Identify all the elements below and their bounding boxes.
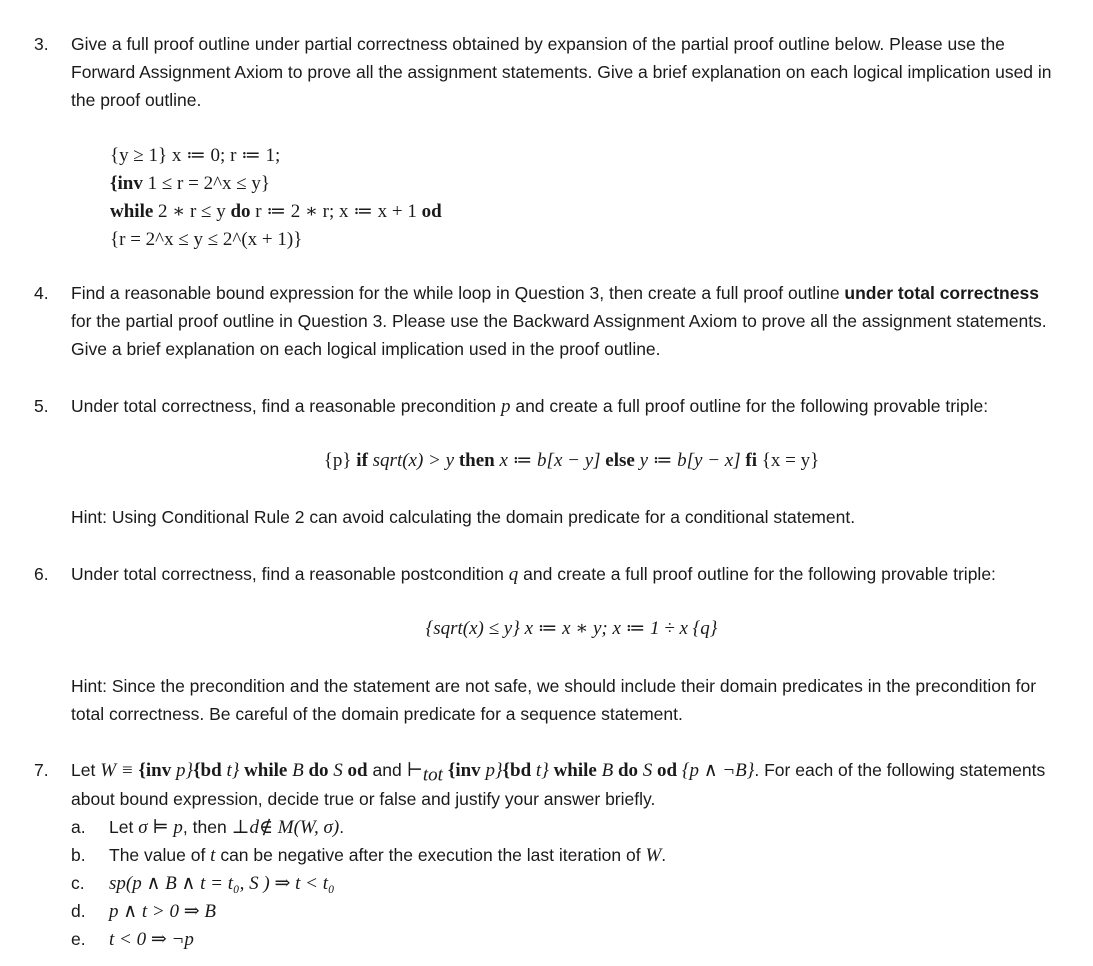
question-text: Under total correctness, find a reasonable postcondition q and create a full proof outline for the following provable triple: [71,564,996,585]
question-text: Under total correctness, find a reasonable precondition p and create a full proof outline for the following provable triple: [71,396,989,417]
question-number: 3. [34,34,49,54]
triple-q6: {sqrt(x) ≤ y} x ≔ x ∗ y; x ≔ 1 ÷ x {q} [425,618,718,639]
question-3 [34,30,1053,114]
list-item: c. sp(p ∧ B ∧ t = t₀, S ) ⇒ t < t₀ [71,873,335,894]
list-item: d. p ∧ t > 0 ⇒ B [71,901,217,922]
question-4 [34,279,1053,363]
question-number: 4. [34,283,49,303]
list-item: b. The value of t can be negative after the execution the last iteration of W. [71,845,667,866]
proof-outline-code [110,142,442,254]
question-7 [34,756,1053,813]
triple-q5: {p} if sqrt(x) > y then x ≔ b[x − y] else y ≔ b[y − x] fi {x = y} [323,450,820,471]
code-line-1: {y ≥ 1} x ≔ 0; r ≔ 1; [110,145,281,166]
question-number: 6. [34,564,49,584]
hint-q5: Hint: Using Conditional Rule 2 can avoid calculating the domain predicate for a conditional statement. [71,507,856,527]
list-item: e. t < 0 ⇒ ¬p [71,929,194,950]
hint-q6: Hint: Since the precondition and the statement are not safe, we should include their domain predicates in the precondition for total correctness. Be careful of the domain predicate for a sequence statement. [71,676,1037,724]
question-5 [34,392,1053,421]
statement-list [71,813,666,953]
question-text: Let W ≡ {inv p}{bd t} while B do S od and $⊢_{tot}$ {inv p}{bd t} while B do S od {p ∧ ¬B}. For each of the following statements about bound expression, decide true or false and justify your answer briefly. [71,760,1046,809]
question-text: Give a full proof outline under partial correctness obtained by expansion of the partial proof outline below. Please use the Forward Assignment Axiom to prove all the assignment statements. Give a brief explanation on each logical implication used in the proof outline. [71,34,1052,110]
list-item: a. Let σ ⊨ p, then ⊥d∉ M(W, σ). [71,817,345,838]
question-6 [34,560,1053,589]
question-text: Find a reasonable bound expression for the while loop in Question 3, then create a full proof outline under total correctness for the partial proof outline in Question 3. Please use the Backward Assignment Axiom to prove all the assignment statements. Give a brief explanation on each logical implication used in the proof outline. [71,283,1047,359]
question-number: 7. [34,760,49,780]
code-line-2: {inv 1 ≤ r = 2^x ≤ y} [110,173,271,194]
code-line-4: {r = 2^x ≤ y ≤ 2^(x + 1)} [110,229,303,250]
question-number: 5. [34,396,49,416]
code-line-3: while 2 ∗ r ≤ y do r ≔ 2 ∗ r; x ≔ x + 1 od [110,201,442,222]
